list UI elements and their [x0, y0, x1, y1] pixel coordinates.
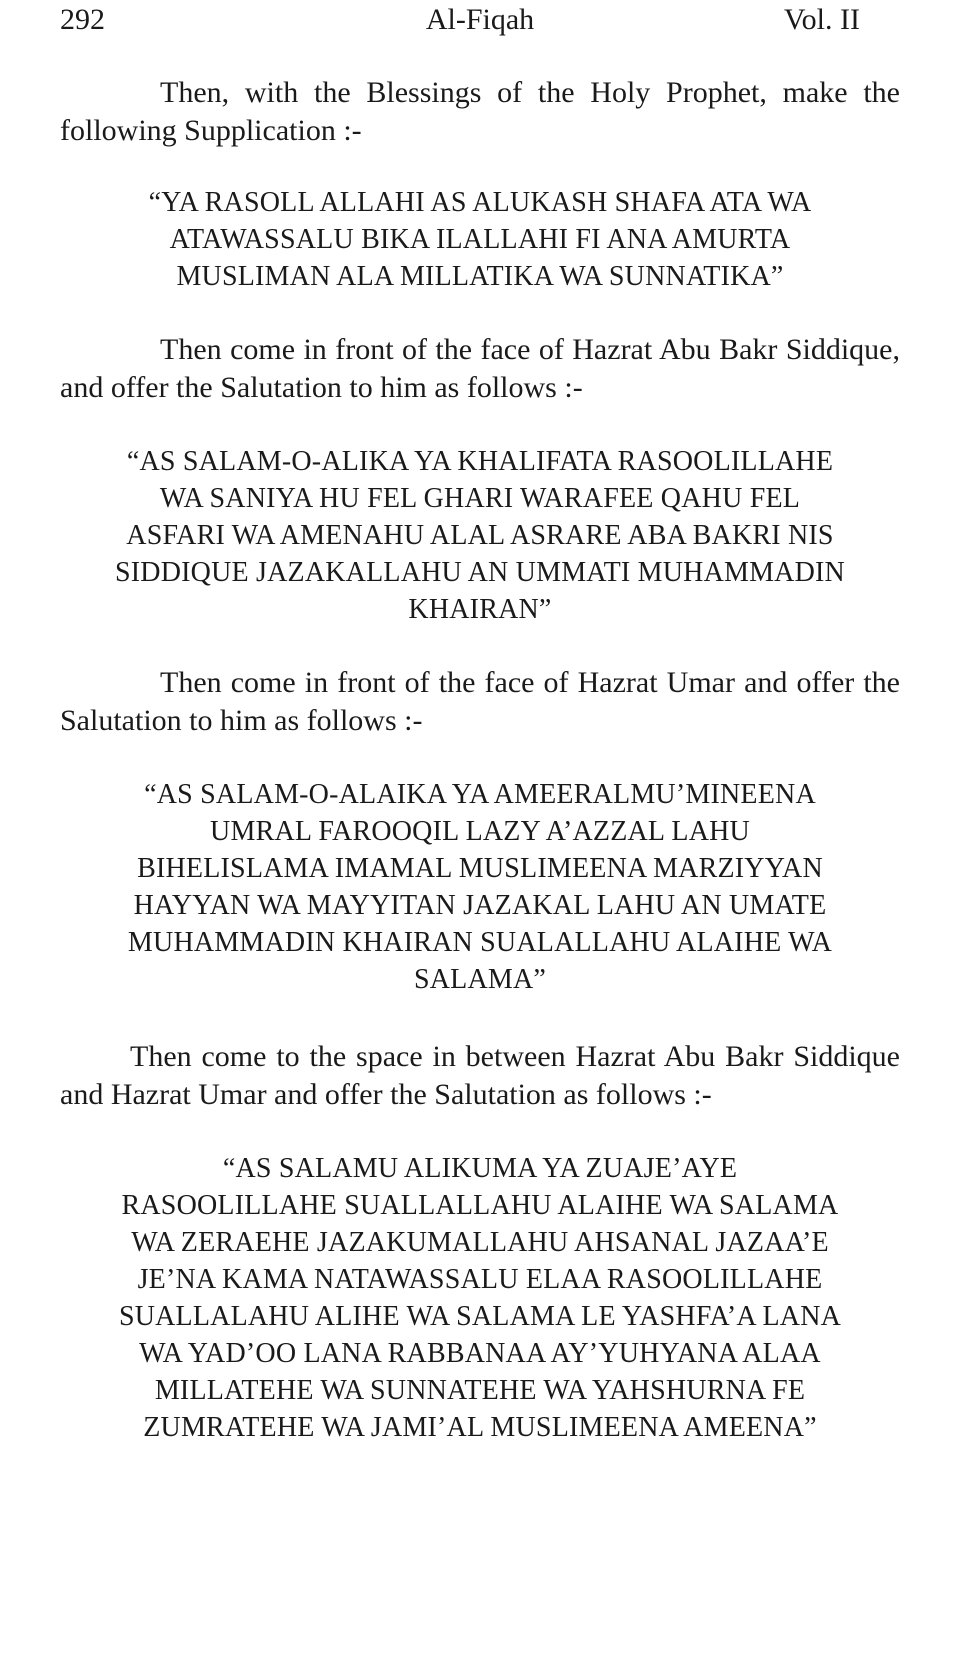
page-number: 292: [60, 3, 105, 36]
book-page: [60, 0, 900, 1446]
body-paragraph: Then come in front of the face of Hazrat Umar and offer the Salutation to him as follows :-: [60, 666, 900, 737]
body-paragraph: Then come in front of the face of Hazrat Abu Bakr Siddique, and offer the Salutation to him as follows :-: [60, 333, 900, 404]
body-paragraph: Then, with the Blessings of the Holy Prophet, make the following Supplication :-: [60, 76, 900, 147]
supplication-quote: “YA RASOLL ALLAHI AS ALUKASH SHAFA ATA WA ATAWASSALU BIKA ILALLAHI FI ANA AMURTA MUSLIMAN ALA MILLATIKA WA SUNNATIKA”: [148, 187, 812, 292]
book-title: Al-Fiqah: [425, 3, 535, 36]
volume-label: Vol. II: [783, 3, 860, 36]
salutation-quote: “AS SALAM-O-ALIKA YA KHALIFATA RASOOLILLAHE WA SANIYA HU FEL GHARI WARAFEE QAHU FEL ASFARI WA AMENAHU ALAL ASRARE ABA BAKRI NIS SIDDIQUE JAZAKALLAHU AN UMMATI MUHAMMADIN KHAIRAN”: [115, 446, 845, 625]
body-paragraph: Then come to the space in between Hazrat Abu Bakr Siddique and Hazrat Umar and offer the Salutation as follows :-: [60, 1040, 900, 1111]
running-header: [60, 0, 900, 40]
salutation-quote: “AS SALAM-O-ALAIKA YA AMEERALMU’MINEENA UMRAL FAROOQIL LAZY A’AZZAL LAHU BIHELISLAMA IMAMAL MUSLIMEENA MARZIYYAN HAYYAN WA MAYYITAN JAZAKAL LAHU AN UMATE MUHAMMADIN KHAIRAN SUALALLAHU ALAIHE WA SALAMA”: [127, 779, 833, 995]
salutation-quote: “AS SALAMU ALIKUMA YA ZUAJE’AYE RASOOLILLAHE SUALLALLAHU ALAIHE WA SALAMA WA ZERAEHE JAZAKUMALLAHU AHSANAL JAZAA’E JE’NA KAMA NATAWASSALU ELAA RASOOLILLAHE SUALLALAHU ALIHE WA SALAMA LE YASHFA’A LANA WA YAD’OO LANA RABBANAA AY’YUHYANA ALAA MILLATEHE WA SUNNATEHE WA YAHSHURNA FE ZUMRATEHE WA JAMI’AL MUSLIMEENA AMEENA”: [118, 1153, 842, 1443]
